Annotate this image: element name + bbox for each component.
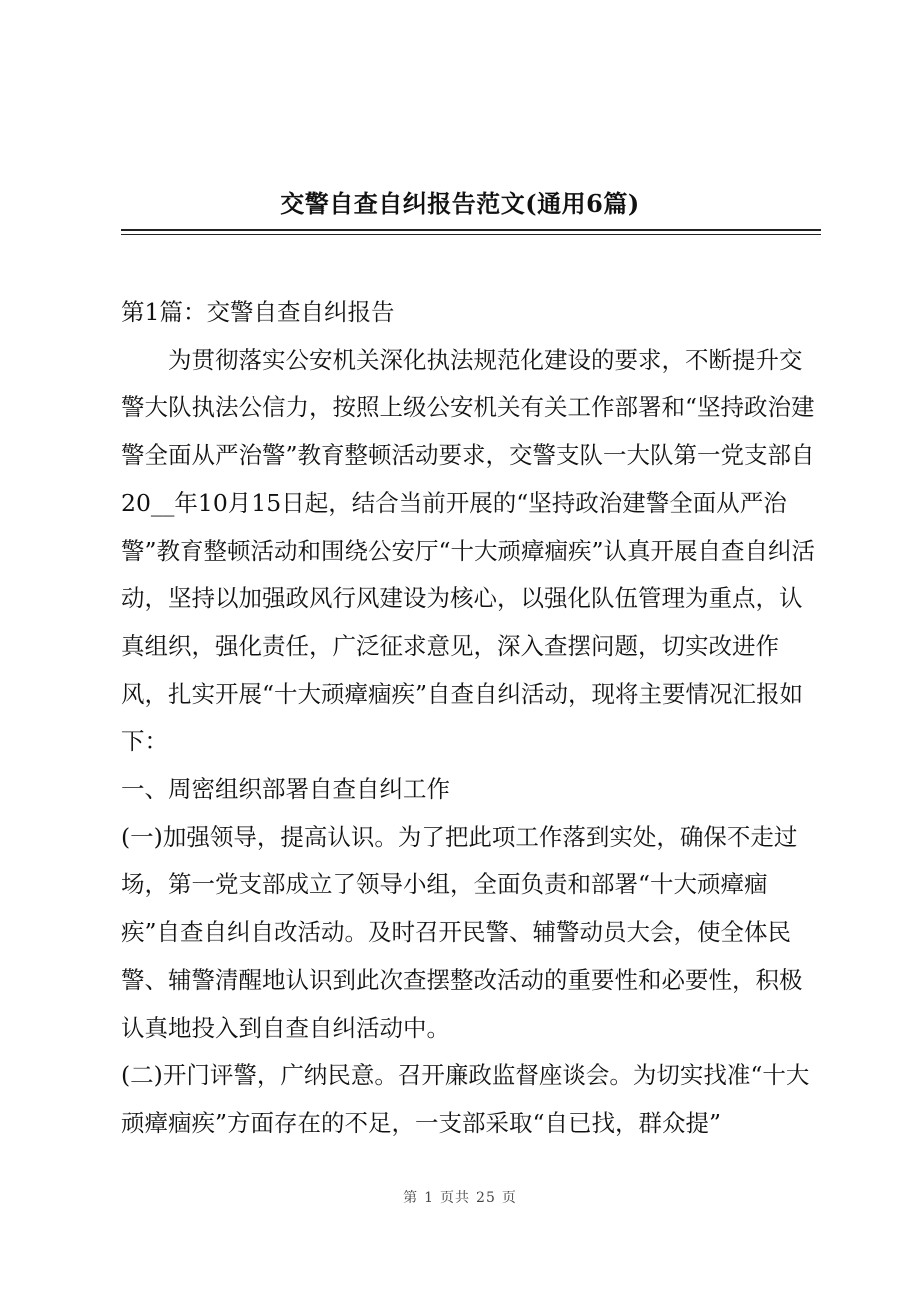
footer-middle: 页共 [440,1190,471,1206]
item-two-paragraph: (二)开门评警，广纳民意。召开廉政监督座谈会。为切实找准“十大顽瘴痼疾”方面存在的不足，一支部采取“自已找，群众提” [121,1061,810,1137]
footer-page-number: 1 [424,1190,435,1206]
document-body [121,289,821,1148]
section-heading: 第1篇：交警自查自纠报告 [121,298,395,326]
footer-prefix: 第 [403,1190,419,1206]
title-divider-thick [121,229,821,231]
page-footer [0,1186,920,1210]
document-title: 交警自查自纠报告范文(通用6篇) [280,189,640,218]
intro-paragraph: 为贯彻落实公安机关深化执法规范化建设的要求，不断提升交警大队执法公信力，按照上级公安机关有关工作部署和“坚持政治建警全面从严治警”教育整顿活动要求，交警支队一大队第一党支部自20__年10月15日起，结合当前开展的“坚持政治建警全面从严治警”教育整顿活动和围绕公安厅“十大顽瘴痼疾”认真开展自查自纠活动，坚持以加强政风行风建设为核心，以强化队伍管理为重点，认真组织，强化责任，广泛征求意见，深入查摆问题，切实改进作风，扎实开展“十大顽瘴痼疾”自查自纠活动，现将主要情况汇报如下： [121,345,816,756]
title-divider-thin [121,234,821,235]
part-one-heading: 一、周密组织部署自查自纠工作 [121,775,450,804]
footer-suffix: 页 [501,1190,517,1206]
item-one-paragraph: (一)加强领导，提高认识。为了把此项工作落到实处，确保不走过场，第一党支部成立了领导小组，全面负责和部署“十大顽瘴痼疾”自查自纠自改活动。及时召开民警、辅警动员大会，使全体民警、辅警清醒地认识到此次查摆整改活动的重要性和必要性，积极认真地投入到自查自纠活动中。 [121,822,803,1042]
footer-total-pages: 25 [476,1190,496,1206]
